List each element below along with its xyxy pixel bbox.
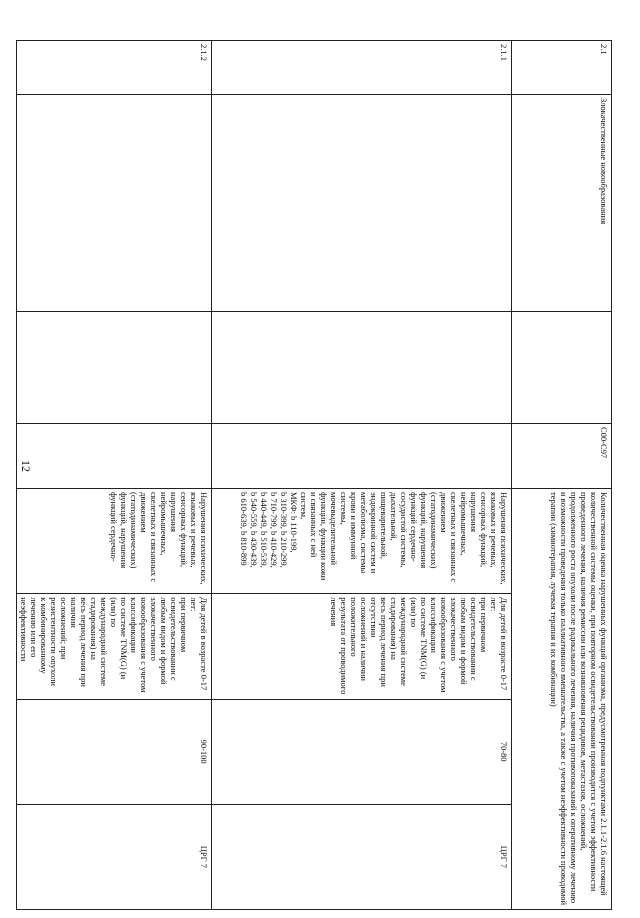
text-line: b 610-639, b 810-899 bbox=[238, 492, 249, 566]
text-line: функций, нарушения bbox=[118, 492, 129, 569]
text-line: нейромышечных, bbox=[158, 492, 169, 556]
table-row bbox=[16, 41, 211, 910]
text-line: языковых и речевых, bbox=[488, 492, 499, 568]
row-number: 2.1.1 bbox=[212, 41, 512, 95]
criteria-list bbox=[212, 594, 512, 699]
row-number: 2.1.2 bbox=[16, 41, 211, 95]
text-line: сенсорных функций, bbox=[178, 492, 189, 568]
rotated-table-container bbox=[18, 40, 612, 910]
text-line: скелетных и связанных с bbox=[148, 492, 159, 583]
empty-cell bbox=[212, 95, 512, 312]
text-line: нарушения bbox=[468, 492, 479, 533]
empty-cell bbox=[16, 312, 211, 424]
text-line: движением bbox=[138, 492, 149, 533]
condition-list bbox=[212, 489, 512, 594]
empty-cell bbox=[212, 424, 512, 489]
group-code: ЦРГ 7 bbox=[16, 804, 211, 909]
text-line: любым видом и формой злокачественного bbox=[148, 597, 169, 685]
text-line: международной системе стадирования) на bbox=[88, 597, 109, 686]
text-line: осложнений и наличии положительного bbox=[348, 597, 369, 681]
score-range: 90-100 bbox=[16, 699, 211, 804]
text-line: нарушения bbox=[168, 492, 179, 533]
text-line: мочевыделительной bbox=[328, 492, 339, 566]
text-line: дыхательной, bbox=[388, 492, 399, 541]
text-line: функции, функции кожи bbox=[318, 492, 329, 581]
text-line: и связанных с ней bbox=[308, 492, 319, 558]
text-line: при первичном освидетельствовании с bbox=[168, 597, 189, 681]
text-line: движением bbox=[438, 492, 449, 533]
text-line: Для детей в возрасте 0-17 лет: bbox=[488, 597, 509, 691]
text-line: по системе TNM(G) (и (или) по bbox=[408, 597, 429, 680]
text-line: неэффективности bbox=[18, 597, 29, 662]
text-line: весь период лечения при отсутствии bbox=[368, 597, 389, 687]
condition-list bbox=[16, 489, 211, 594]
text-line: метаболизма, системы bbox=[358, 492, 369, 574]
empty-cell bbox=[512, 312, 612, 424]
text-line: системы, bbox=[338, 492, 349, 525]
row-number: 2.1 bbox=[512, 41, 612, 95]
text-line: международной системе стадирования) на bbox=[388, 597, 409, 686]
text-line: новообразования с учетом классификации bbox=[128, 597, 149, 693]
text-line: скелетных и связанных с bbox=[448, 492, 459, 583]
table-row bbox=[212, 41, 512, 910]
text-line: (статодинамических) bbox=[428, 492, 439, 569]
table-row bbox=[512, 41, 612, 910]
text-line: систем, bbox=[298, 492, 309, 520]
text-line: Нарушения психических, bbox=[199, 492, 209, 585]
group-code: ЦРГ 7 bbox=[212, 804, 512, 909]
text-line: функций, нарушения bbox=[418, 492, 429, 569]
text-line: эндокринной систем и bbox=[368, 492, 379, 574]
text-line: результата от проводимого лечения bbox=[328, 597, 349, 695]
criteria-list bbox=[16, 594, 211, 699]
empty-cell bbox=[16, 95, 211, 312]
text-line: b 310-399, b 210-299, bbox=[278, 492, 289, 568]
text-line: осложнений; при резистентности опухоли bbox=[48, 597, 69, 686]
text-line: новообразования с учетом классификации bbox=[428, 597, 449, 693]
disease-name: Злокачественные новообразования bbox=[512, 95, 612, 312]
page-number: 12 bbox=[19, 460, 33, 472]
criteria-note: Количественная оценка нарушенных функций организма, предусмотренная подпунктами 2.1.1-2.1.6 настоящей количественной системы оценки, при повторном освидетельствовании производится с учетом эффективности проведенного лечения, наличия ремиссии или возникновения рецидивов, метастазов, осложнений, продолженного роста опухоли после радикального лечения, наличия противопоказаний к оперативному лечению и возможности проведения только паллиативного вмешательства, а также с учетом неэффективности проводимой терапии (химиотерапия, лучевая терапия и их комбинации) bbox=[512, 489, 612, 910]
text-line: крови и иммунной bbox=[348, 492, 359, 560]
text-line: b 540-559, b 430-439, bbox=[248, 492, 259, 568]
text-line: b 710-799, b 410-429, bbox=[268, 492, 279, 568]
text-line: функций сердечно- bbox=[408, 492, 419, 562]
text-line: языковых и речевых, bbox=[188, 492, 199, 568]
text-line: Для детей в возрасте 0-17 лет: bbox=[188, 597, 209, 691]
text-line: нейромышечных, bbox=[458, 492, 469, 556]
text-line: по системе TNM(G) (и (или) по bbox=[108, 597, 129, 680]
text-line: любым видом и формой злокачественного bbox=[448, 597, 469, 685]
disability-assessment-table bbox=[16, 40, 612, 910]
text-line: сенсорных функций, bbox=[478, 492, 489, 568]
text-line: сосудистой системы, bbox=[398, 492, 409, 568]
text-line: к комбинированному лечению или его bbox=[28, 597, 49, 674]
empty-cell bbox=[212, 312, 512, 424]
text-line: МКФ: b 110-199, bbox=[288, 492, 299, 553]
text-line: Нарушения психических, bbox=[499, 492, 509, 585]
text-line: (статодинамических) bbox=[128, 492, 139, 569]
text-line: пищеварительной, bbox=[378, 492, 389, 559]
text-line: функций сердечно- bbox=[108, 492, 119, 562]
empty-cell bbox=[16, 424, 211, 489]
text-line: b 440-449, b 510-539, bbox=[258, 492, 269, 568]
icd-code: С00-С97 bbox=[512, 424, 612, 489]
text-line: весь период лечения при наличии bbox=[68, 597, 89, 687]
score-range: 70-80 bbox=[212, 699, 512, 804]
text-line: при первичном освидетельствовании с bbox=[468, 597, 489, 681]
